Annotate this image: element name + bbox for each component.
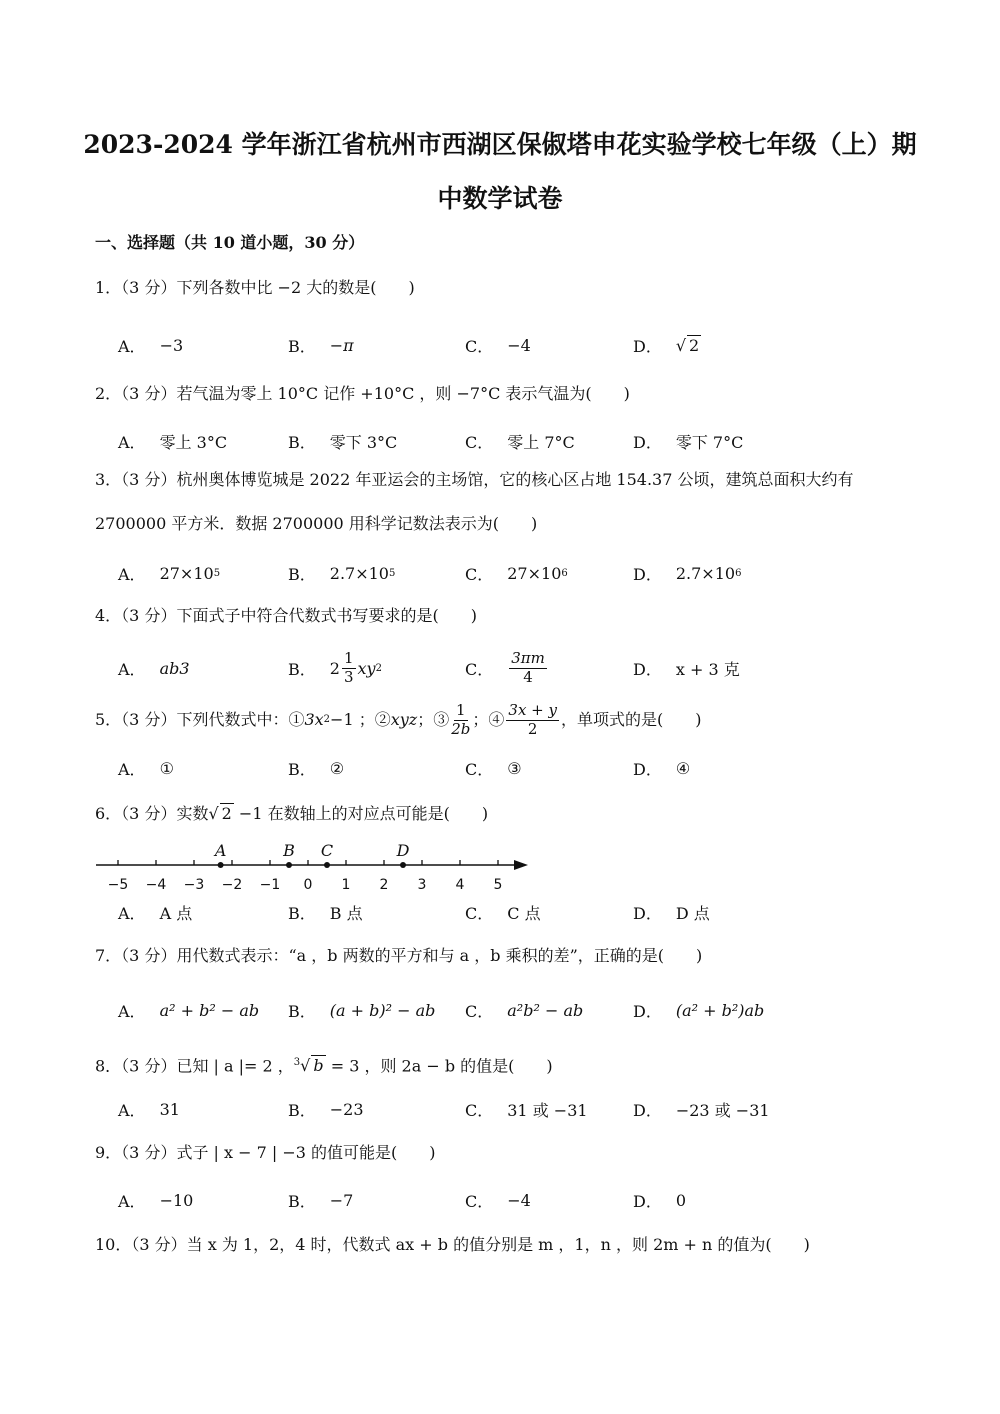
question-2: 2．（3 分）若气温为零上 10°C 记作 +10°C ，则 −7°C 表示气温为( ) xyxy=(95,384,630,403)
question-2-options xyxy=(0,421,1000,461)
option-b: B． ② xyxy=(288,758,345,779)
question-5: 5．（3 分）下列代数式中：① 3x 2 −1 ；② xyz ；③ $\frac{1}{2b}$ ；④ $\frac{3x + y}{2}$ ，单项式的是( ) xyxy=(95,700,702,738)
page-title-line-2: 中数学试卷 xyxy=(437,184,563,213)
option-c: C． C 点 xyxy=(465,903,541,923)
number-line-tick-label: −2 xyxy=(221,877,243,893)
question-3-line-1: 3．（3 分）杭州奥体博览城是 2022 年亚运会的主场馆，它的核心区占地 154.37 公顷，建筑总面积大约有 xyxy=(95,470,854,489)
option-a: A． ① xyxy=(118,758,174,779)
number-line-point xyxy=(324,862,330,868)
option-b: B． 零下 3°C xyxy=(288,432,398,452)
option-c: C． $\frac{3\pi m}{4}$ xyxy=(465,648,545,686)
option-c: C． 31 或 −31 xyxy=(465,1100,588,1120)
question-9: 9．（3 分）式子 | x − 7 | −3 的值可能是( ) xyxy=(95,1143,436,1162)
number-line-tick-label: −4 xyxy=(145,877,167,893)
number-line-point-label: B xyxy=(283,841,295,860)
number-line-point-label: C xyxy=(320,841,334,860)
number-line-tick-label: 3 xyxy=(417,877,427,893)
number-line-tick-label: 5 xyxy=(493,877,503,893)
option-d: D． ④ xyxy=(633,758,691,779)
option-a: A． −3 xyxy=(118,335,184,356)
section-heading: 一、选择题（共 10 道小题，30 分） xyxy=(95,233,365,252)
option-c: C． 零上 7°C xyxy=(465,432,575,452)
option-b: B． −23 xyxy=(288,1099,364,1120)
question-10: 10．（3 分）当 x 为 1，2，4 时，代数式 ax + b 的值分别是 m ，1，n ，则 2m + n 的值为( ) xyxy=(95,1235,810,1254)
number-line-point-label: D xyxy=(396,841,410,860)
question-1-options xyxy=(0,325,1000,365)
number-line-tick-label: 4 xyxy=(455,877,465,893)
number-line-tick-label: 2 xyxy=(379,877,389,893)
option-a: A． 27×10 5 xyxy=(118,563,221,584)
option-b: B． −7 xyxy=(288,1190,354,1211)
question-5-options xyxy=(0,748,1000,788)
question-6: 6．（3 分）实数√ 2 −1 在数轴上的对应点可能是( ) xyxy=(95,804,489,823)
option-a: A． 31 xyxy=(118,1099,180,1120)
option-a: A． 零上 3°C xyxy=(118,432,228,452)
option-d: D． 0 xyxy=(633,1190,687,1211)
number-line-tick-label: −3 xyxy=(183,877,205,893)
option-a: A． −10 xyxy=(118,1190,194,1211)
option-c: C． −4 xyxy=(465,335,531,356)
question-4-options xyxy=(0,648,1000,688)
arrow-icon xyxy=(514,860,528,870)
option-d: D． D 点 xyxy=(633,903,710,923)
number-line-tick-label: −1 xyxy=(259,877,281,893)
number-line-point xyxy=(286,862,292,868)
option-b: B． B 点 xyxy=(288,903,363,923)
question-6-options xyxy=(0,892,1000,932)
number-line-tick-label: 0 xyxy=(303,877,313,893)
question-7-options xyxy=(0,990,1000,1030)
question-3-options xyxy=(0,553,1000,593)
option-c: C． a²b² − ab xyxy=(465,1000,584,1021)
option-a: A． A 点 xyxy=(118,903,193,923)
option-d: D． 零下 7°C xyxy=(633,432,744,452)
number-line-point xyxy=(218,862,224,868)
number-line-point-label: A xyxy=(214,841,227,860)
option-b: B． (a + b)² − ab xyxy=(288,1000,436,1021)
question-8-options xyxy=(0,1089,1000,1129)
question-8: 8．（3 分）已知 | a |= 2 ，$^3$√ b = 3 ，则 2a − b 的值是( ) xyxy=(95,1056,553,1076)
number-line-point xyxy=(400,862,406,868)
page-title-line-1: 2023-2024 学年浙江省杭州市西湖区保俶塔申花实验学校七年级（上）期 xyxy=(83,130,917,159)
number-line-diagram xyxy=(92,840,542,898)
option-c: C． ③ xyxy=(465,758,522,779)
option-c: C． −4 xyxy=(465,1190,531,1211)
option-b: B． −π xyxy=(288,335,354,356)
question-1: 1．（3 分）下列各数中比 −2 大的数是( ) xyxy=(95,278,415,297)
number-line-tick-label: 1 xyxy=(341,877,351,893)
question-9-options xyxy=(0,1180,1000,1220)
option-b: B． 2.7×10 5 xyxy=(288,563,396,584)
question-7: 7．（3 分）用代数式表示：“a ，b 两数的平方和与 a ，b 乘积的差”，正确的是( ) xyxy=(95,946,703,965)
option-d: D． √ 2 xyxy=(633,335,700,356)
option-b: B． 2 $\frac{1}{3}$ xy 2 xyxy=(288,648,382,686)
question-4: 4．（3 分）下面式子中符合代数式书写要求的是( ) xyxy=(95,606,477,625)
option-a: A． ab3 xyxy=(118,658,190,679)
option-d: D． (a² + b²)ab xyxy=(633,1000,765,1021)
option-c: C． 27×10 6 xyxy=(465,563,568,584)
number-line-tick-label: −5 xyxy=(107,877,129,893)
sqrt-expression: √ 2 xyxy=(675,335,700,355)
option-a: A． a² + b² − ab xyxy=(118,1000,260,1021)
option-d: D． x + 3 克 xyxy=(633,659,740,679)
option-d: D． −23 或 −31 xyxy=(633,1100,770,1120)
option-d: D． 2.7×10 6 xyxy=(633,563,742,584)
question-3-line-2: 2700000 平方米．数据 2700000 用科学记数法表示为( ) xyxy=(95,514,538,533)
